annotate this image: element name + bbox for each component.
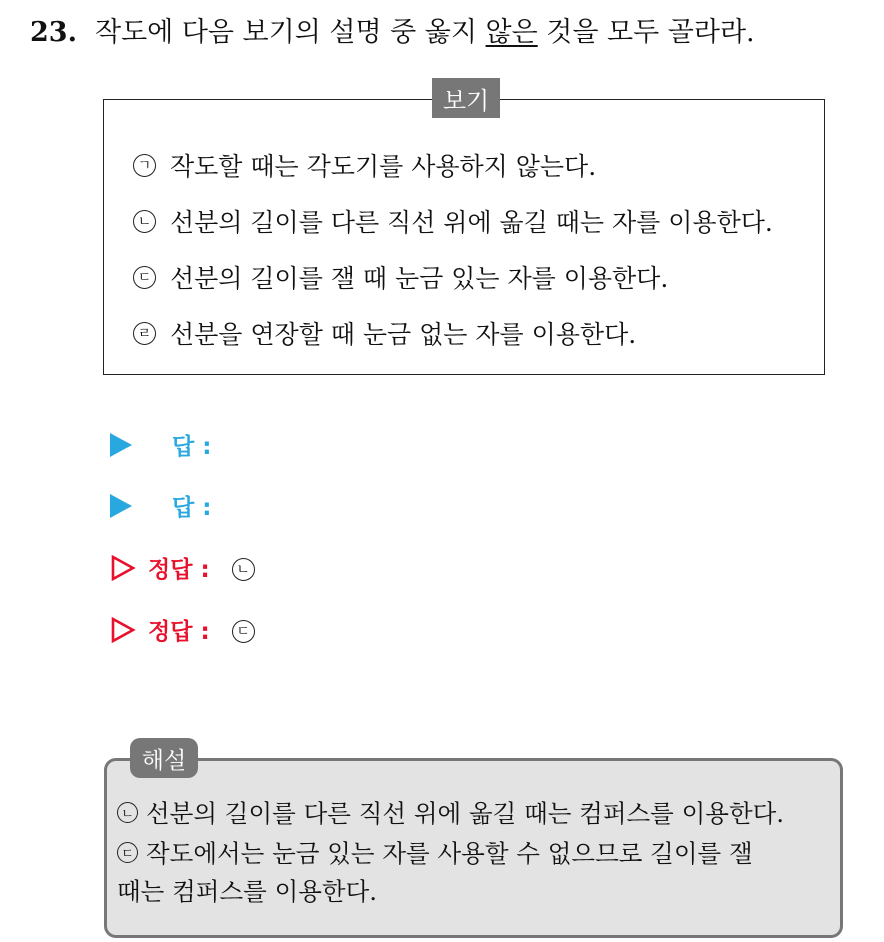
bogi-label: 보기	[432, 78, 500, 118]
bogi-item	[133, 259, 668, 295]
answer-line	[110, 428, 211, 461]
triangle-outline-icon	[110, 555, 136, 581]
explanation-line	[117, 835, 753, 870]
bogi-item-mark: ㄷ	[133, 266, 156, 289]
triangle-outline-icon	[110, 617, 136, 643]
explanation-text: 작도에서는 눈금 있는 자를 사용할 수 없으므로 길이를 잴	[146, 839, 753, 868]
question-underlined-word: 않은	[485, 17, 538, 48]
correct-answer-mark: ㄷ	[232, 620, 255, 643]
explanation-text: 때는 컴퍼스를 이용한다.	[117, 877, 378, 906]
correct-answer-label: 정답 :	[148, 557, 210, 583]
question-number: 23.	[30, 17, 77, 48]
answer-line	[110, 489, 211, 522]
bogi-item-mark: ㄹ	[133, 322, 156, 345]
play-triangle-icon	[110, 494, 132, 518]
bogi-item-mark: ㄴ	[133, 210, 156, 233]
explanation-line	[117, 873, 377, 908]
correct-answer-line	[110, 551, 255, 584]
explanation-text: 선분의 길이를 다른 직선 위에 옮길 때는 컴퍼스를 이용한다.	[146, 799, 785, 828]
correct-answer-label: 정답 :	[148, 619, 210, 645]
bogi-item	[133, 315, 636, 351]
answer-label: 답 :	[172, 434, 212, 460]
explanation-mark: ㄷ	[117, 842, 138, 863]
bogi-item-text: 선분의 길이를 잴 때 눈금 있는 자를 이용한다.	[170, 264, 669, 293]
bogi-item	[133, 203, 773, 239]
bogi-item-text: 선분을 연장할 때 눈금 없는 자를 이용한다.	[170, 320, 637, 349]
question-text-end: 것을 모두 골라라.	[537, 17, 755, 48]
bogi-item-text: 작도할 때는 각도기를 사용하지 않는다.	[170, 152, 597, 181]
correct-answer-line	[110, 613, 255, 646]
answer-label: 답 :	[172, 495, 212, 521]
bogi-item-text: 선분의 길이를 다른 직선 위에 옮길 때는 자를 이용한다.	[170, 208, 773, 237]
explanation-line	[117, 795, 784, 830]
explanation-label: 해설	[130, 738, 198, 778]
correct-answer-mark: ㄴ	[232, 558, 255, 581]
question-text: 작도에 다음 보기의 설명 중 옳지	[94, 17, 486, 48]
bogi-item-mark: ㄱ	[133, 154, 156, 177]
play-triangle-icon	[110, 433, 132, 457]
question	[30, 10, 755, 49]
bogi-item	[133, 147, 596, 183]
explanation-mark: ㄴ	[117, 802, 138, 823]
